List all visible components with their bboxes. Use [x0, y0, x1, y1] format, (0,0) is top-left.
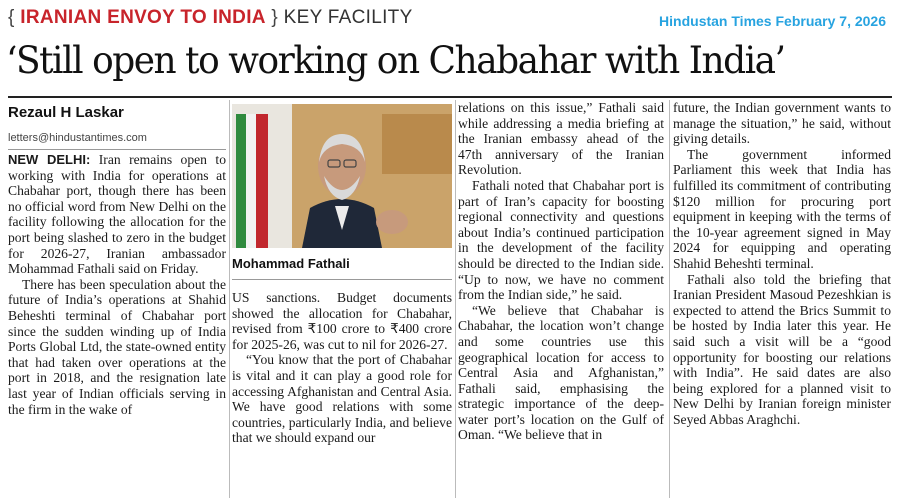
article-column-2	[232, 290, 452, 498]
photo-caption: Mohammad Fathali	[232, 256, 350, 271]
article-paragraph: Fathali noted that Chabahar port is part of Iran’s capacity for boosting regional connectivity and questions about India’s continued participation in the development of the facility should be directed to the Indian side. “Up to now, we have no comment from the Indian side,” he said.	[458, 177, 664, 303]
article-paragraph	[8, 152, 226, 277]
column-divider	[669, 100, 670, 498]
article-paragraph: relations on this issue,” Fathali said while addressing a media briefing at the Iranian embassy ahead of the 47th anniversary of the Iranian Revolution.	[458, 100, 664, 178]
article-column-3	[458, 100, 664, 498]
article-paragraph: The government informed Parliament this week that India has fulfilled its commitment of contributing $120 million for procuring port equipment in keeping with the terms of the 10-year agreement signed in May 2024 for equipping and operating Shahid Beheshti terminal.	[673, 146, 891, 271]
section-kicker	[8, 7, 413, 29]
dateline: NEW DELHI:	[8, 152, 91, 167]
article-paragraph: “We believe that Chabahar is Chabahar, the location won’t change and some countries use this geographical location for access to Central Asia and Afghanistan,” Fathali said, emphasising the strategic importance of the deep-water port’s location on the Gulf of Oman. “We believe that in	[458, 302, 664, 443]
article-column-4	[673, 100, 891, 498]
byline-rule	[8, 149, 226, 150]
byline-email[interactable]: letters@hindustantimes.com	[8, 132, 147, 144]
article-paragraph: US sanctions. Budget documents showed the allocation for Chabahar, revised from ₹100 crore to ₹400 crore for 2025-26, was cut to nil for 2026-27.	[232, 290, 452, 352]
article-paragraph: There has been speculation about the future of India’s operations at Shahid Beheshti terminal of Chabahar port since the sudden winding up of India Ports Global Ltd, the state-owned entity that had taken over operations at the port in 2018, and the resignation late last year of Indian officials serving in the firm in the wake of	[8, 276, 226, 417]
column-divider	[229, 100, 230, 498]
column-divider	[455, 100, 456, 498]
article-paragraph: “You know that the port of Chabahar is vital and it can play a good role for accessing Afghanistan and Central Asia. We have good relations with some countries, particularly India, and believe that we should expand our	[232, 352, 452, 446]
headline: ‘Still open to working on Chabahar with India’	[6, 39, 785, 82]
photo-mohammad-fathali	[232, 104, 452, 248]
portrait-image	[232, 104, 452, 248]
kicker-brace-close: }	[271, 7, 279, 28]
kicker-brace-open: {	[8, 7, 15, 28]
kicker-topic: IRANIAN ENVOY TO INDIA	[20, 7, 266, 28]
byline: Rezaul H Laskar	[8, 104, 124, 121]
headline-rule	[8, 96, 892, 98]
article-paragraph: Fathali also told the briefing that Iranian President Masoud Pezeshkian is expected to attend the Brics Summit to be hosted by India later this year. He said such a visit will be a “good opportunity for boosting our relations with India”. He said dates are also being explored for a planned visit to New Delhi by Iranian foreign minister Seyed Abbas Araghchi.	[673, 271, 891, 427]
caption-rule	[232, 279, 452, 280]
source-label: Hindustan Times February 7, 2026	[659, 13, 886, 29]
kicker-subtopic: KEY FACILITY	[283, 7, 413, 28]
article-paragraph: future, the Indian government wants to manage the situation,” he said, without giving details.	[673, 100, 891, 147]
article-column-1	[8, 152, 226, 498]
article-text: Iran remains open to working with India for operations at Chabahar port, though there has been no official word from New Delhi on the facility following the allocation for the port being slashed to zero in the budget for 2026-27, Iranian ambassador Mohammad Fathali said on Friday.	[8, 152, 226, 277]
